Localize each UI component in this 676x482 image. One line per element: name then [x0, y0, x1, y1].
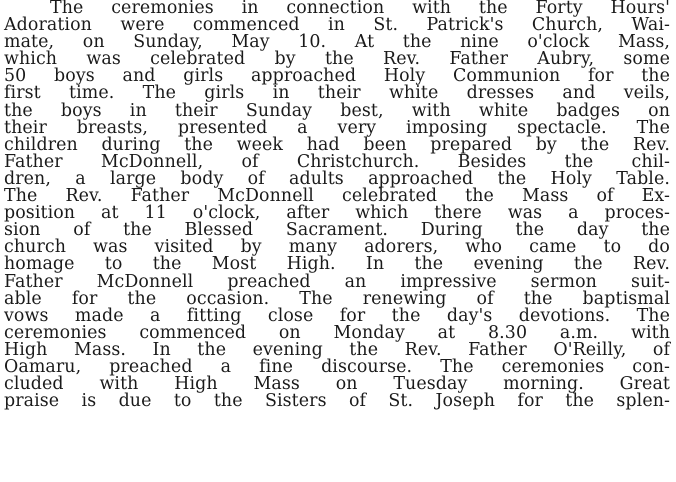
article-line: vows made a fitting close for the day's devotions. The	[4, 305, 670, 326]
article-text	[4, 0, 670, 410]
article-line: cluded with High Mass on Tuesday morning. Great	[4, 374, 670, 395]
article-line: High Mass. In the evening the Rev. Father O'Reilly, of	[4, 339, 670, 360]
article-line: sion of the Blessed Sacrament. During the day the	[4, 220, 670, 241]
article-line: 50 boys and girls approached Holy Communion for the	[4, 66, 670, 87]
article-line: church was visited by many adorers, who came to do	[4, 237, 670, 258]
article-line: their breasts, presented a very imposing spectacle. The	[4, 117, 670, 138]
article-line: which was celebrated by the Rev. Father Aubry, some	[4, 49, 670, 70]
article-line: The ceremonies in connection with the Forty Hours'	[50, 0, 670, 18]
article-line: children during the week had been prepared by the Rev.	[4, 134, 670, 155]
article-line: the boys in their Sunday best, with white badges on	[4, 100, 670, 121]
article-line: able for the occasion. The renewing of the baptismal	[4, 288, 670, 309]
article-line: dren, a large body of adults approached the Holy Table.	[4, 168, 670, 189]
article-line: first time. The girls in their white dresses and veils,	[4, 83, 670, 104]
article-line: position at 11 o'clock, after which there was a proces-	[4, 203, 670, 224]
article-line: ceremonies commenced on Monday at 8.30 a.m. with	[4, 322, 670, 343]
article-line: Father McDonnell, of Christchurch. Besides the chil-	[4, 151, 670, 172]
article-line: Father McDonnell preached an impressive sermon suit-	[4, 271, 670, 292]
article-line: Adoration were commenced in St. Patrick's Church, Wai-	[4, 15, 670, 36]
article-line: The Rev. Father McDonnell celebrated the Mass of Ex-	[4, 186, 670, 207]
article-line: mate, on Sunday, May 10. At the nine o'clock Mass,	[4, 32, 670, 53]
article-line: praise is due to the Sisters of St. Joseph for the splen-	[4, 391, 670, 412]
article-line: homage to the Most High. In the evening the Rev.	[4, 254, 670, 275]
article-line: Oamaru, preached a fine discourse. The ceremonies con-	[4, 356, 670, 377]
